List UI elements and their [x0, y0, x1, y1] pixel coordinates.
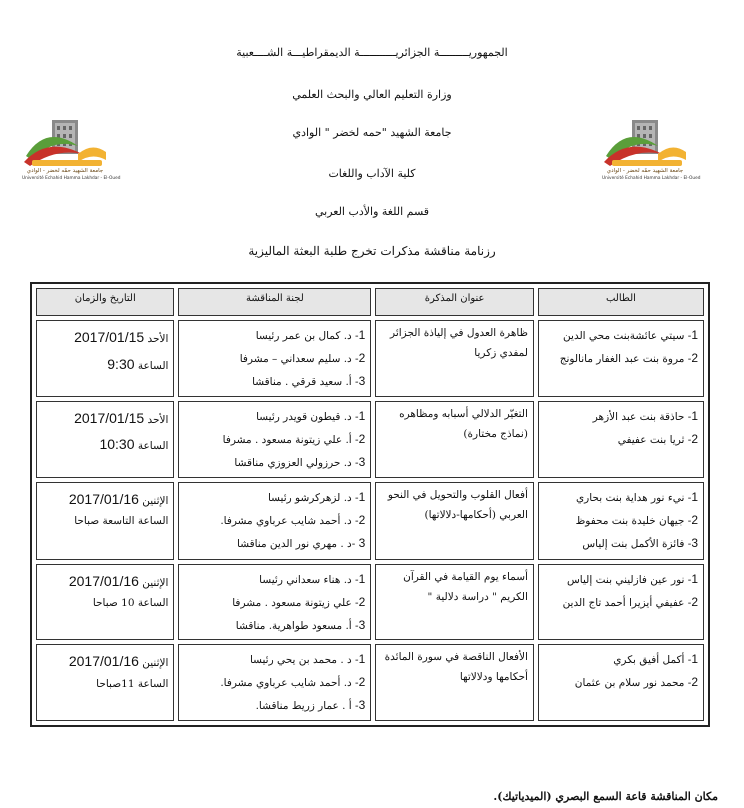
- date: 2017/01/15: [74, 329, 145, 345]
- table-header-row: [36, 288, 704, 316]
- time-label: الساعة: [137, 440, 169, 453]
- faculty-heading: كلية الآداب واللغات: [328, 167, 416, 180]
- time-label: الساعة: [137, 359, 169, 372]
- header-datetime: التاريخ والزمان: [36, 288, 174, 316]
- document-title: رزنامة مناقشة مذكرات تخرج طلبة البعثة الماليزية: [248, 244, 496, 258]
- date-line: [42, 486, 168, 513]
- committee-line: 3- أ. سعيد قرقي . مناقشا: [252, 373, 366, 388]
- committee-line: 1- د. لزهركرشو رئيسا: [267, 489, 366, 504]
- ministry-heading: وزارة التعليم العالي والبحث العلمي: [292, 88, 452, 101]
- time: 9:30: [107, 355, 135, 372]
- university-logo-right: [602, 116, 701, 184]
- logo-caption-fr: Université Echahid Hamma Lakhdar - El-Oued: [602, 176, 701, 181]
- logo-caption-ar: جامعة الشهيد حمّه لخضر - الوادي: [26, 168, 104, 174]
- datetime-cell: [36, 482, 174, 560]
- table-row: [36, 401, 704, 478]
- university-heading: جامعة الشهيد "حمه لخضر " الوادي: [292, 126, 452, 139]
- table-row: [36, 564, 704, 641]
- logo-caption-fr: Université Echahid Hamma Lakhdar - El-Oued: [22, 176, 121, 181]
- committee-line: 3- د. حرزولي العزوزي مناقشا: [234, 454, 366, 469]
- venue-note: مكان المناقشة قاعة السمع البصري (الميدياتيك).: [493, 790, 718, 803]
- time-line: [42, 351, 168, 378]
- committee-line: 2- د. أحمد شايب عرباوي مشرفا.: [220, 512, 366, 527]
- schedule-table-frame: [30, 282, 710, 727]
- committee-cell: [178, 564, 371, 641]
- committee-line: 3 -د . مهري نور الدين مناقشا: [237, 535, 366, 550]
- committee-line: 2- د. أحمد شايب عرباوي مشرفا.: [220, 675, 366, 690]
- time-line: الساعة 10 صباحا: [92, 597, 169, 610]
- header-title: عنوان المذكرة: [375, 288, 534, 316]
- thesis-title-cell: التغيّر الدلالي أسبابه ومظاهره (نماذج مختارة): [375, 401, 534, 478]
- student-line: 1- سيتي عائشةبنت محي الدين: [563, 328, 698, 342]
- student-line: 1- أكمل أفيق بكري: [613, 652, 698, 667]
- time: 10:30: [99, 436, 135, 453]
- table-row: [36, 482, 704, 560]
- university-logo-icon: [602, 116, 688, 168]
- day: الأحد: [147, 333, 169, 345]
- student-line: 3- فائزة الأكمل بنت إلياس: [582, 535, 698, 550]
- committee-line: 1- د . محمد بن يحي رئيسا: [249, 652, 366, 667]
- thesis-title-cell: الأفعال الناقصة في سورة المائدة أحكامها ودلالاتها: [375, 644, 534, 721]
- student-line: 1- نيء نور هداية بنت بحاري: [575, 489, 698, 504]
- committee-cell: [178, 401, 371, 478]
- republic-heading: الجمهوريـــــــــة الجزائريـــــــــــة الديمقراطيـــة الشــــعبية: [236, 46, 508, 59]
- committee-cell: [178, 320, 371, 397]
- day: الإثنين: [142, 576, 169, 589]
- committee-line: 1- د. هناء سعداني رئيسا: [259, 571, 366, 586]
- students-cell: [538, 401, 704, 478]
- day: الإثنين: [142, 657, 169, 670]
- students-cell: [538, 644, 704, 721]
- student-line: 2- جيهان خليدة بنت محفوظ: [575, 512, 698, 527]
- datetime-cell: [36, 644, 174, 721]
- students-cell: [538, 564, 704, 641]
- date-line: [42, 405, 168, 432]
- thesis-title-cell: أسماء يوم القيامة في القرآن الكريم " دراسة دلالية ": [375, 564, 534, 641]
- committee-line: 1- د. كمال بن عمر رئيسا: [255, 328, 366, 342]
- student-line: 2- ثريا بنت عفيفي: [617, 431, 698, 446]
- day: الأحد: [147, 413, 169, 426]
- time-line: الساعة التاسعة صباحا: [74, 515, 169, 528]
- datetime-cell: [36, 401, 174, 478]
- table-row: [36, 320, 704, 397]
- thesis-title-cell: أفعال القلوب والتحويل في النحو العربي (أحكامها-دلالاتها): [375, 482, 534, 560]
- student-line: 2- عفيفي أيزيرا أحمد تاج الدين: [562, 594, 698, 609]
- schedule-table: [32, 284, 708, 725]
- date-line: [42, 568, 168, 595]
- datetime-cell: [36, 320, 174, 397]
- committee-line: 3- أ . عمار زريط مناقشا.: [255, 698, 366, 713]
- student-line: 2- مروة بنت عبد الغفار مانالونج: [559, 350, 698, 365]
- date: 2017/01/16: [68, 653, 139, 670]
- committee-line: 3- أ. مسعود طواهرية. مناقشا: [235, 617, 366, 632]
- table-row: [36, 644, 704, 721]
- committee-line: 2- علي زيتونة مسعود . مشرفا: [232, 594, 366, 609]
- student-line: 1- حاذقة بنت عبد الأزهر: [592, 408, 698, 423]
- header-committee: لجنة المناقشة: [178, 288, 371, 316]
- student-line: 1- نور عين فازليني بنت إلياس: [566, 571, 698, 586]
- date-line: [42, 324, 168, 351]
- header-student: الطالب: [538, 288, 704, 316]
- logo-caption-ar: جامعة الشهيد حمّه لخضر - الوادي: [606, 168, 684, 174]
- thesis-title-cell: ظاهرة العدول في إلياذة الجزائر لمفدي زكريا: [375, 320, 534, 397]
- students-cell: [538, 482, 704, 560]
- date: 2017/01/16: [68, 490, 139, 507]
- datetime-cell: [36, 564, 174, 641]
- committee-cell: [178, 644, 371, 721]
- date-line: [42, 648, 168, 675]
- date: 2017/01/15: [74, 409, 145, 426]
- committee-line: 2- أ. علي زيتونة مسعود . مشرفا: [222, 431, 366, 446]
- university-logo-icon: [22, 116, 108, 168]
- students-cell: [538, 320, 704, 397]
- university-logo-left: [22, 116, 121, 184]
- committee-cell: [178, 482, 371, 560]
- committee-line: 1- د. قيطون قويدر رئيسا: [256, 408, 366, 423]
- time-line: [42, 431, 168, 458]
- committee-line: 2- د. سليم سعداني – مشرفا: [239, 350, 366, 365]
- time-line: الساعة 11صباحا: [96, 678, 169, 691]
- day: الإثنين: [142, 494, 169, 507]
- department-heading: قسم اللغة والأدب العربي: [314, 205, 430, 218]
- student-line: 2- محمد نور سلام بن عثمان: [574, 675, 698, 690]
- date: 2017/01/16: [68, 572, 139, 589]
